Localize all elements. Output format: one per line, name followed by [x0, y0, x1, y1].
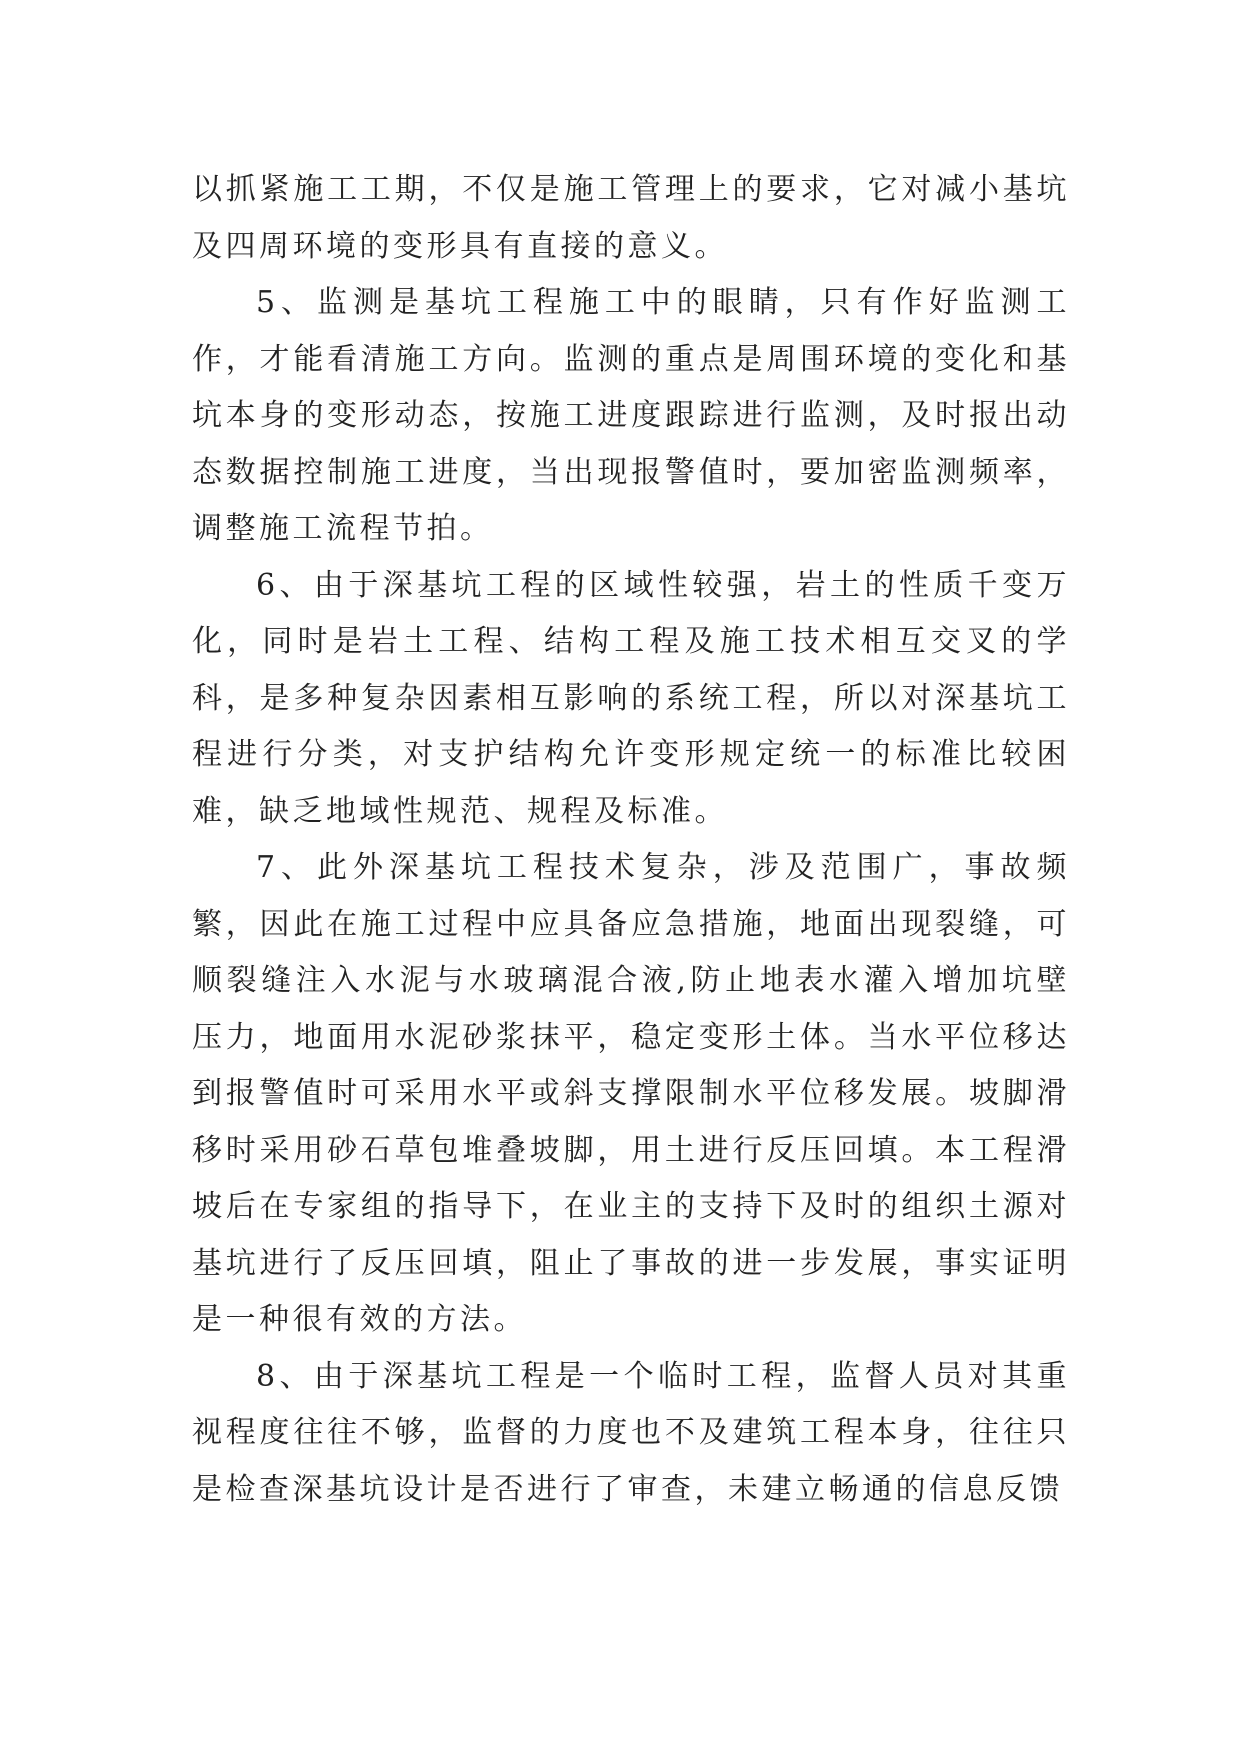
paragraph-continuation: 以抓紧施工工期，不仅是施工管理上的要求，它对减小基坑及四周环境的变形具有直接的意义。	[192, 172, 1070, 264]
paragraph-item-6: 6、由于深基坑工程的区域性较强，岩土的性质千变万化，同时是岩土工程、结构工程及施工技术相互交叉的学科，是多种复杂因素相互影响的系统工程，所以对深基坑工程进行分类，对支护结构允许变形规定统一的标准比较困难，缺乏地域性规范、规程及标准。	[192, 567, 1070, 829]
paragraph-item-5: 5、监测是基坑工程施工中的眼睛，只有作好监测工作，才能看清施工方向。监测的重点是周围环境的变化和基坑本身的变形动态，按施工进度跟踪进行监测，及时报出动态数据控制施工进度，当出现报警值时，要加密监测频率，调整施工流程节拍。	[192, 285, 1070, 546]
paragraph-item-8: 8、由于深基坑工程是一个临时工程，监督人员对其重视程度往往不够，监督的力度也不及建筑工程本身，往往只是检查深基坑设计是否进行了审查，未建立畅通的信息反馈	[192, 1358, 1070, 1507]
paragraph-item-7: 7、此外深基坑工程技术复杂，涉及范围广，事故频繁，因此在施工过程中应具备应急措施，地面出现裂缝，可顺裂缝注入水泥与水玻璃混合液,防止地表水灌入增加坑壁压力，地面用水泥砂浆抹平，稳定变形土体。当水平位移达到报警值时可采用水平或斜支撑限制水平位移发展。坡脚滑移时采用砂石草包堆叠坡脚，用土进行反压回填。本工程滑坡后在专家组的指导下，在业主的支持下及时的组织土源对基坑进行了反压回填，阻止了事故的进一步发展，事实证明是一种很有效的方法。	[192, 850, 1070, 1337]
document-body	[192, 162, 1070, 1518]
